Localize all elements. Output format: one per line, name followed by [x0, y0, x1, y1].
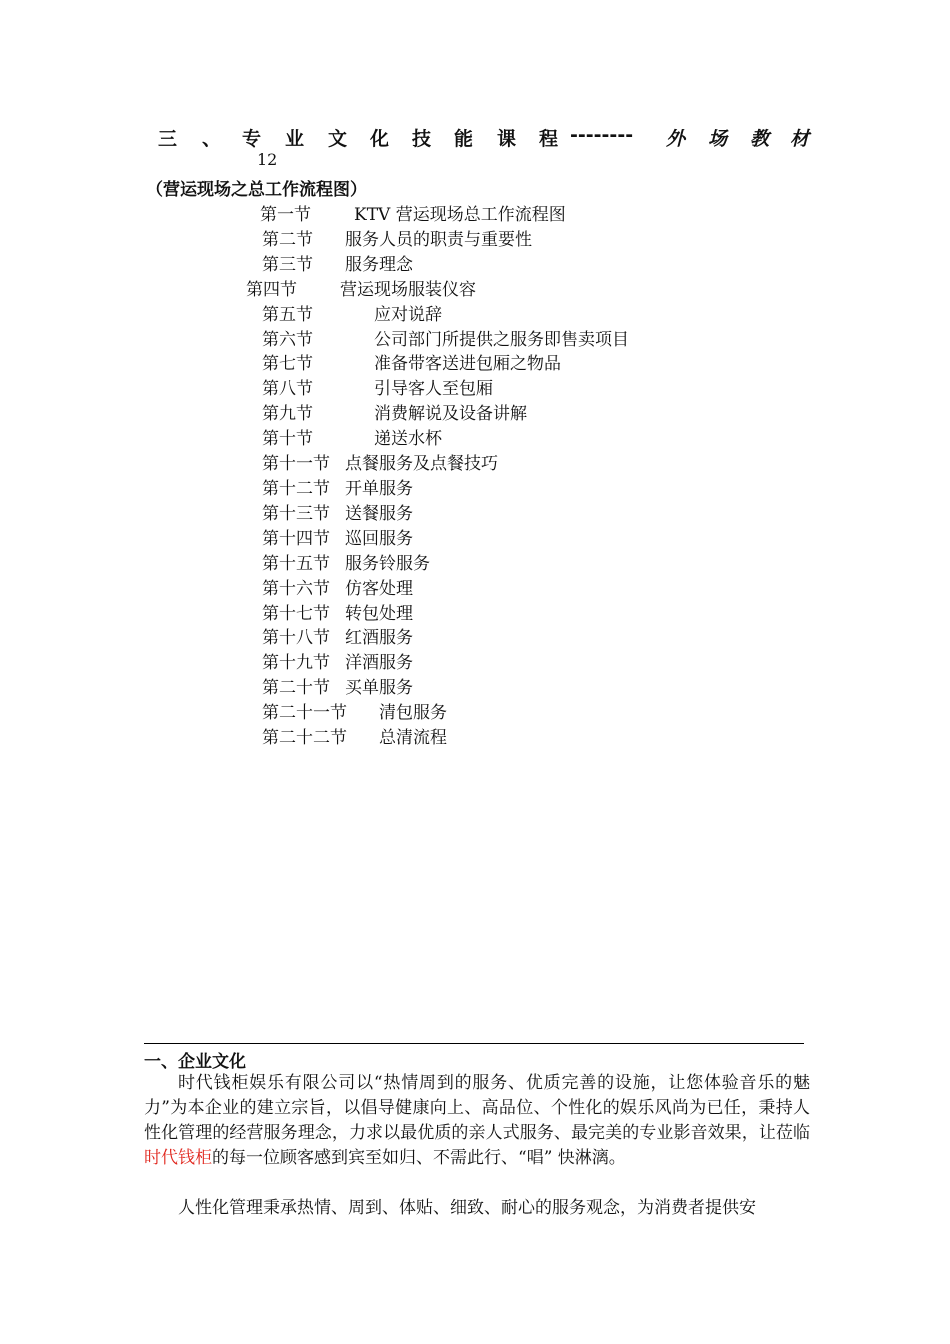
title-char: 外 [666, 128, 686, 150]
title-char: 课 [497, 128, 517, 150]
toc-section-title: 洋酒服务 [345, 653, 413, 673]
toc-section-label: 第十八节 [262, 628, 330, 648]
toc-section-label: 第二十一节 [262, 703, 347, 723]
title-dashes: -------- [570, 124, 634, 146]
culture-paragraph [144, 1196, 810, 1221]
toc-section-title: 清包服务 [379, 703, 447, 723]
title-char: 三 [158, 128, 178, 150]
toc-section-title: 应对说辞 [374, 305, 442, 325]
toc-section-title: 引导客人至包厢 [374, 379, 493, 399]
title-char: 专 [242, 128, 262, 150]
toc-section-title: 消费解说及设备讲解 [374, 404, 527, 424]
toc-section-label: 第十九节 [262, 653, 330, 673]
title-char: 化 [370, 128, 390, 150]
toc-section-title: 服务人员的职责与重要性 [345, 230, 532, 250]
toc-section-title: 点餐服务及点餐技巧 [345, 454, 498, 474]
section-heading: 一、企业文化 [144, 1052, 246, 1072]
toc-section-label: 第九节 [262, 404, 313, 424]
toc-section-label: 第四节 [246, 280, 297, 300]
toc-section-title: 公司部门所提供之服务即售卖项目 [374, 330, 629, 350]
toc-section-label: 第二十二节 [262, 728, 347, 748]
toc-section-label: 第十六节 [262, 579, 330, 599]
toc-section-title: 服务铃服务 [345, 554, 430, 574]
toc-section-label: 第十二节 [262, 479, 330, 499]
page-number: 12 [257, 150, 278, 169]
culture-paragraph [144, 1071, 810, 1171]
title-char: 场 [708, 128, 728, 150]
toc-section-title: 送餐服务 [345, 504, 413, 524]
section-divider [144, 1043, 804, 1044]
title-char: 程 [539, 128, 559, 150]
toc-section-label: 第三节 [262, 255, 313, 275]
toc-section-title: 准备带客送进包厢之物品 [374, 354, 561, 374]
toc-section-label: 第五节 [262, 305, 313, 325]
toc-section-title: 营运现场服装仪容 [340, 280, 476, 300]
toc-section-label: 第十三节 [262, 504, 330, 524]
paragraph-text: 的每一位顾客感到宾至如归、不需此行、“唱” 快淋漓。 [212, 1148, 626, 1168]
paragraph-text: 时代钱柜娱乐有限公司以“热情周到的服务、优质完善的设施，让您体验音乐的魅力”为本企业的建立宗旨，以倡导健康向上、高品位、个性化的娱乐风尚为已任，秉持人性化管理的经营服务理念，力求以最优质的亲人式服务、最完美的专业影音效果，让莅临 [144, 1073, 810, 1143]
subtitle: （营运现场之总工作流程图） [146, 180, 367, 200]
toc-section-title: 服务理念 [345, 255, 413, 275]
title-char: 能 [454, 128, 474, 150]
title-char: 文 [328, 128, 348, 150]
toc-section-title: 递送水杯 [374, 429, 442, 449]
title-char: 业 [285, 128, 305, 150]
toc-section-title: 转包处理 [345, 604, 413, 624]
toc-section-label: 第七节 [262, 354, 313, 374]
title-char: 材 [790, 128, 810, 150]
toc-section-label: 第十节 [262, 429, 313, 449]
paragraph-text: 人性化管理秉承热情、周到、体贴、细致、耐心的服务观念，为消费者提供安 [178, 1198, 756, 1218]
company-name-highlight: 时代钱柜 [144, 1148, 212, 1168]
toc-section-label: 第十五节 [262, 554, 330, 574]
toc-section-label: 第十四节 [262, 529, 330, 549]
toc-section-title: KTV 营运现场总工作流程图 [354, 205, 566, 225]
toc-section-title: 仿客处理 [345, 579, 413, 599]
document-title [158, 124, 810, 154]
title-char: 教 [750, 128, 770, 150]
title-char: 技 [412, 128, 432, 150]
toc-section-label: 第十一节 [262, 454, 330, 474]
toc-section-label: 第六节 [262, 330, 313, 350]
toc-section-label: 第八节 [262, 379, 313, 399]
toc-section-title: 红酒服务 [345, 628, 413, 648]
toc-section-title: 总清流程 [379, 728, 447, 748]
toc-section-label: 第二节 [262, 230, 313, 250]
toc-section-label: 第一节 [260, 205, 311, 225]
toc-section-title: 开单服务 [345, 479, 413, 499]
toc-section-title: 买单服务 [345, 678, 413, 698]
toc-section-label: 第十七节 [262, 604, 330, 624]
title-char: 、 [202, 128, 222, 150]
toc-section-label: 第二十节 [262, 678, 330, 698]
toc-section-title: 巡回服务 [345, 529, 413, 549]
